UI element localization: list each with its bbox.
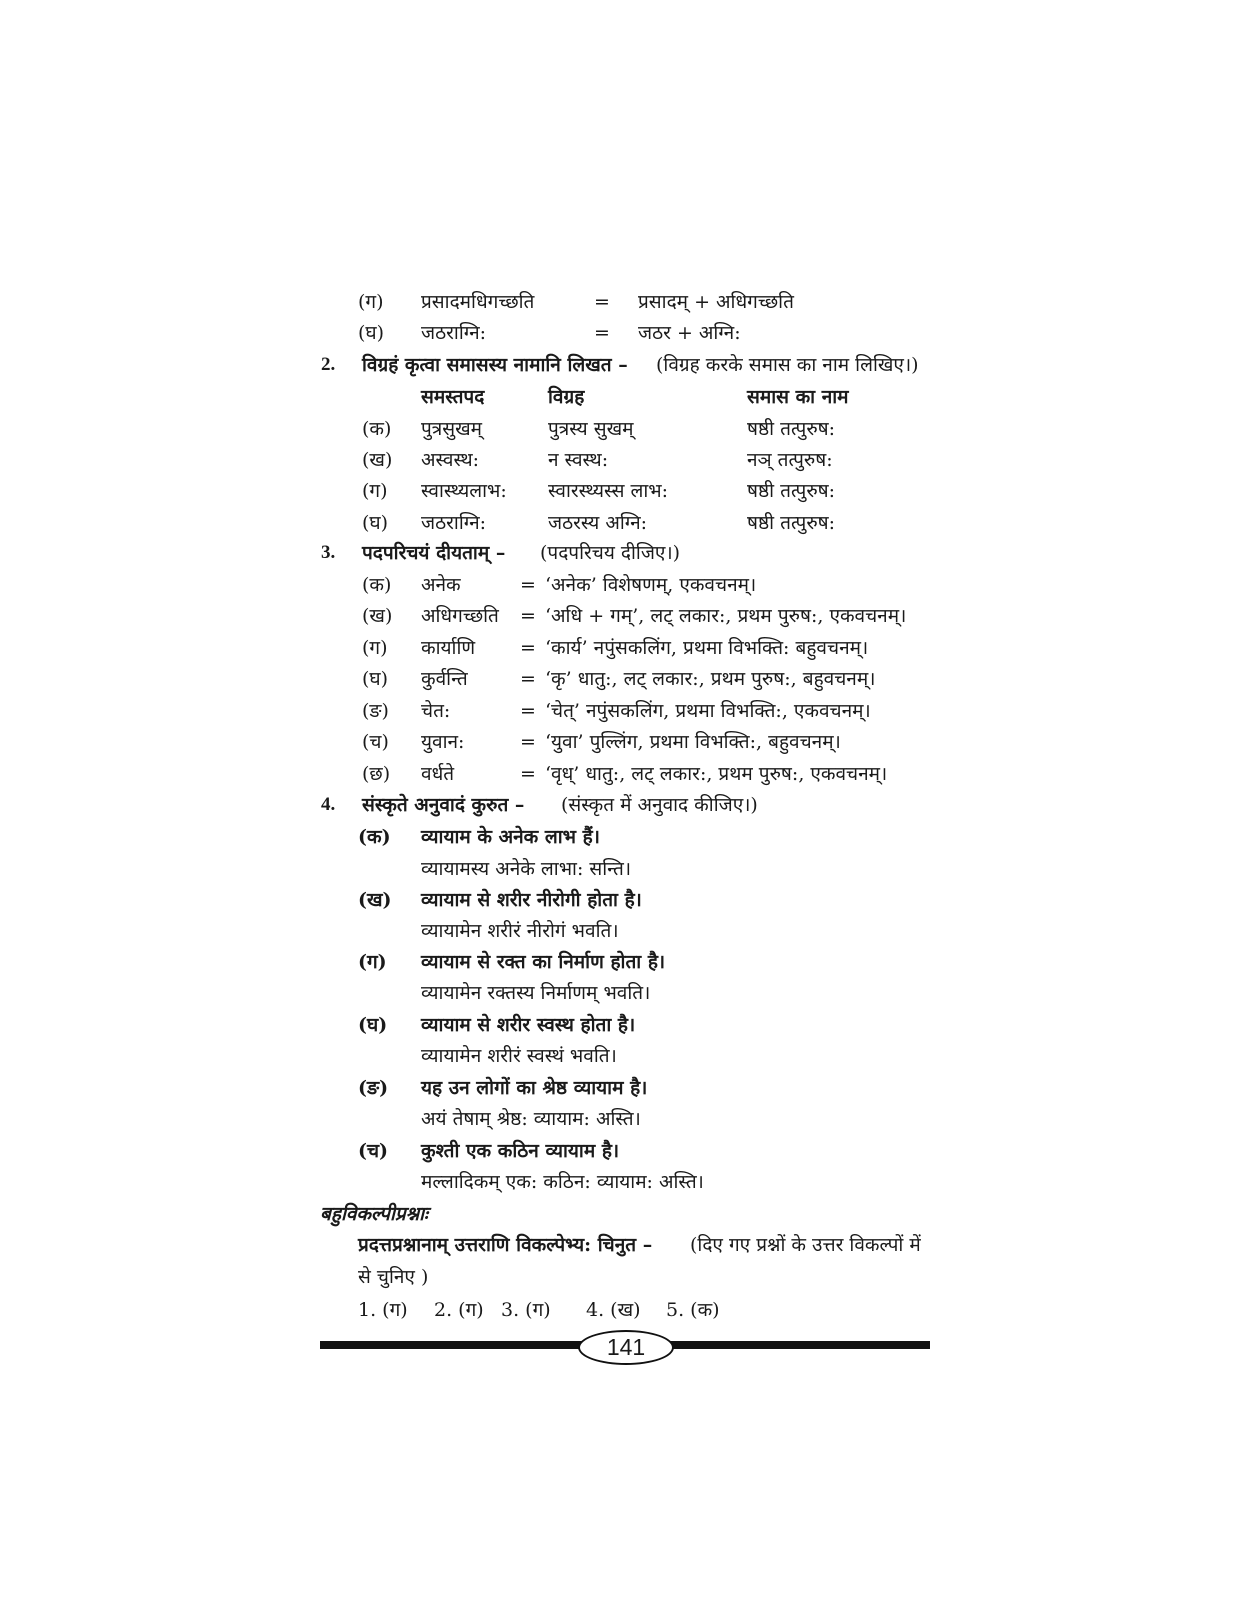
mcq-answer: 3. (ग) (501, 1299, 551, 1321)
samas-cell: नञ् तत्पुरुष: (747, 449, 833, 471)
sanskrit-translation: मल्लादिकम् एक: कठिन: व्यायाम: अस्ति। (421, 1171, 704, 1193)
split-equals: = (594, 291, 610, 313)
row-label: (घ) (362, 512, 389, 534)
item-label: (घ) (358, 1014, 388, 1036)
mcq-answer: 1. (ग) (358, 1299, 408, 1321)
q4-note: (संस्कृत में अनुवाद कीजिए।) (561, 794, 758, 816)
word-cell: चेत: (421, 700, 451, 722)
sanskrit-translation: व्यायामेन शरीरं नीरोगं भवति। (421, 920, 619, 942)
word-cell: कार्याणि (421, 637, 476, 659)
row-label: (घ) (362, 668, 389, 690)
item-label: (ग) (358, 951, 387, 973)
hindi-sentence: व्यायाम के अनेक लाभ हैं। (421, 826, 600, 848)
mcq-answer: 5. (क) (666, 1299, 720, 1321)
q2-header-samas-name: समास का नाम (747, 386, 849, 408)
split-result: जठर + अग्नि: (638, 322, 741, 344)
description-cell: ‘कार्य’ नपुंसकलिंग, प्रथमा विभक्ति: बहुवचनम्। (545, 637, 869, 659)
split-label: (ग) (358, 291, 384, 313)
mcq-title: प्रदत्तप्रश्नानाम् उत्तराणि विकल्पेभ्य: चिनुत – (358, 1234, 653, 1256)
mcq-note: (दिए गए प्रश्नों के उत्तर विकल्पों में (690, 1234, 921, 1256)
q2-number: 2. (321, 354, 336, 375)
description-cell: ‘अधि + गम्’, लट् लकार:, प्रथम पुरुष:, एकवचनम्। (545, 605, 907, 627)
samastpad-cell: जठराग्नि: (421, 512, 487, 534)
samastpad-cell: स्वास्थ्यलाभ: (421, 480, 507, 502)
description-cell: ‘युवा’ पुल्लिंग, प्रथमा विभक्ति:, बहुवचनम्। (545, 731, 841, 753)
q3-number: 3. (321, 542, 336, 563)
item-label: (क) (358, 826, 391, 848)
word-cell: वर्धते (421, 763, 455, 785)
sanskrit-translation: व्यायामेन शरीरं स्वस्थं भवति। (421, 1045, 617, 1067)
equals-sign: = (520, 605, 536, 627)
hindi-sentence: यह उन लोगों का श्रेष्ठ व्यायाम है। (421, 1077, 648, 1099)
hindi-sentence: व्यायाम से शरीर नीरोगी होता है। (421, 889, 642, 911)
samas-cell: षष्ठी तत्पुरुष: (747, 418, 836, 440)
q3-title: पदपरिचयं दीयताम् – (362, 542, 506, 564)
row-label: (ख) (362, 605, 393, 627)
word-cell: युवान: (421, 731, 465, 753)
description-cell: ‘वृध्’ धातु:, लट् लकार:, प्रथम पुरुष:, एकवचनम्। (545, 763, 888, 785)
q2-note: (विग्रह करके समास का नाम लिखिए।) (656, 354, 919, 376)
equals-sign: = (520, 637, 536, 659)
row-label: (ग) (362, 637, 388, 659)
hindi-sentence: व्यायाम से शरीर स्वस्थ होता है। (421, 1014, 636, 1036)
hindi-sentence: व्यायाम से रक्त का निर्माण होता है। (421, 951, 666, 973)
row-label: (ग) (362, 480, 388, 502)
mcq-note-continued: से चुनिए ) (358, 1266, 429, 1288)
row-label: (ङ) (362, 700, 389, 722)
split-word: जठराग्नि: (421, 322, 487, 344)
word-cell: अधिगच्छति (421, 605, 499, 627)
sanskrit-translation: अयं तेषाम् श्रेष्ठ: व्यायाम: अस्ति। (421, 1108, 641, 1130)
vigrah-cell: जठरस्य अग्नि: (548, 512, 648, 534)
q2-header-vigrah: विग्रह (548, 386, 585, 408)
samas-cell: षष्ठी तत्पुरुष: (747, 512, 836, 534)
samas-cell: षष्ठी तत्पुरुष: (747, 480, 836, 502)
samastpad-cell: पुत्रसुखम् (421, 418, 483, 440)
q2-title: विग्रहं कृत्वा समासस्य नामानि लिखत – (362, 354, 628, 376)
item-label: (ङ) (358, 1077, 389, 1099)
equals-sign: = (520, 763, 536, 785)
vigrah-cell: न स्वस्थ: (548, 449, 609, 471)
vigrah-cell: स्वारस्थ्यस्स लाभ: (548, 480, 669, 502)
equals-sign: = (520, 700, 536, 722)
description-cell: ‘कृ’ धातु:, लट् लकार:, प्रथम पुरुष:, बहुवचनम्। (545, 668, 876, 690)
split-result: प्रसादम् + अधिगच्छति (638, 291, 794, 313)
mcq-answer: 2. (ग) (434, 1299, 484, 1321)
mcq-heading: बहुविकल्पीप्रश्नाः (320, 1203, 428, 1225)
equals-sign: = (520, 731, 536, 753)
item-label: (ख) (358, 889, 392, 911)
row-label: (क) (362, 418, 392, 440)
description-cell: ‘अनेक’ विशेषणम्, एकवचनम्। (545, 574, 757, 596)
row-label: (च) (362, 731, 389, 753)
mcq-answer: 4. (ख) (586, 1299, 641, 1321)
hindi-sentence: कुश्ती एक कठिन व्यायाम है। (421, 1140, 620, 1162)
q3-note: (पदपरिचय दीजिए।) (540, 542, 681, 564)
equals-sign: = (520, 574, 536, 596)
row-label: (ख) (362, 449, 393, 471)
q4-title: संस्कृते अनुवादं कुरुत – (362, 794, 525, 816)
equals-sign: = (520, 668, 536, 690)
q2-header-samastpad: समस्तपद (421, 386, 485, 408)
word-cell: अनेक (421, 574, 461, 596)
sanskrit-translation: व्यायामेन रक्तस्य निर्माणम् भवति। (421, 982, 651, 1004)
vigrah-cell: पुत्रस्य सुखम् (548, 418, 634, 440)
row-label: (क) (362, 574, 392, 596)
split-label: (घ) (358, 322, 385, 344)
sanskrit-translation: व्यायामस्य अनेके लाभा: सन्ति। (421, 858, 632, 880)
item-label: (च) (358, 1140, 389, 1162)
split-equals: = (594, 322, 610, 344)
samastpad-cell: अस्वस्थ: (421, 449, 480, 471)
page-number: 141 (578, 1330, 674, 1365)
description-cell: ‘चेत्’ नपुंसकलिंग, प्रथमा विभक्ति:, एकवचनम्। (545, 700, 871, 722)
word-cell: कुर्वन्ति (421, 668, 468, 690)
row-label: (छ) (362, 763, 391, 785)
split-word: प्रसादमधिगच्छति (421, 291, 535, 313)
q4-number: 4. (321, 794, 336, 815)
